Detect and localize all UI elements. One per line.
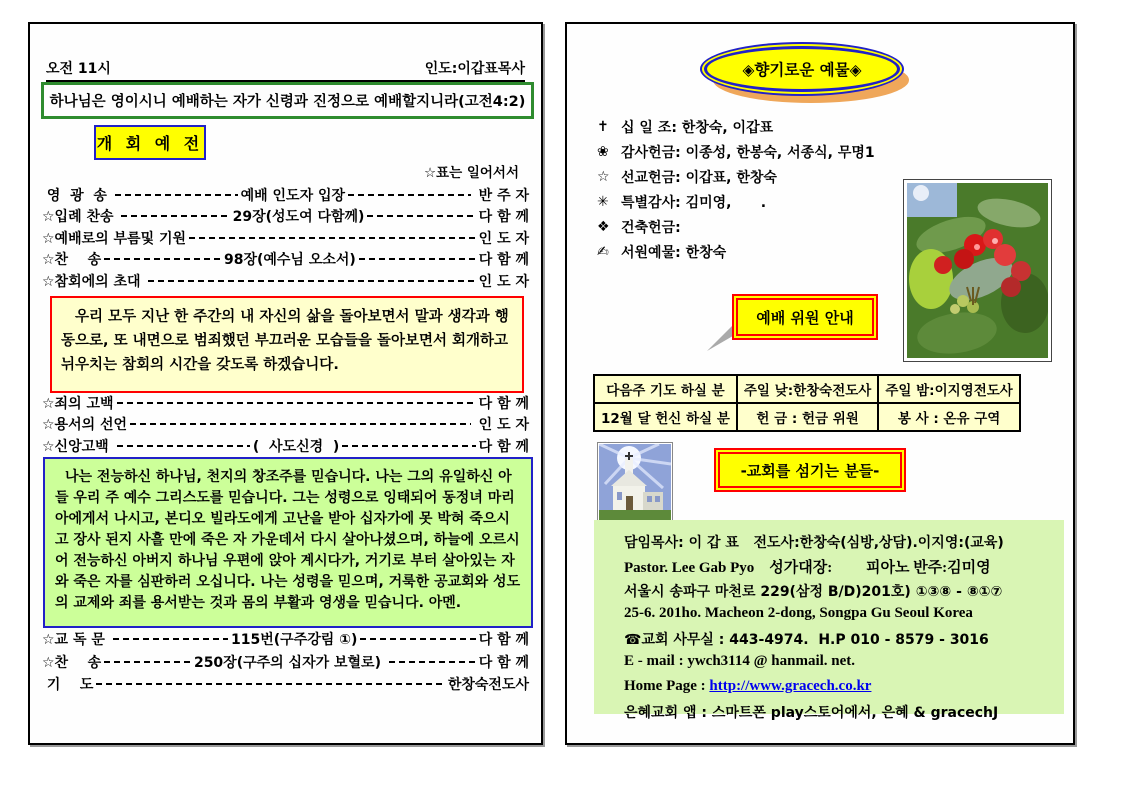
info-line xyxy=(624,581,1064,605)
order-item-assignee: 인 도 자 xyxy=(473,417,529,434)
dash-leader xyxy=(113,638,228,640)
stand-note: ☆표는 일어서서 xyxy=(423,165,519,181)
cross-icon: ✝ xyxy=(597,118,609,135)
info-line xyxy=(624,653,1064,677)
church-servants-title: -교회를 섬기는 분들- xyxy=(718,452,902,488)
order-item-label: ☆참회에의 초대 xyxy=(42,273,146,290)
order-line xyxy=(42,249,529,271)
order-item-detail: ( 사도신경 ) xyxy=(252,438,340,455)
info-line xyxy=(624,702,1064,726)
dash-leader xyxy=(104,258,221,260)
order-of-worship-1 xyxy=(42,184,529,292)
opening-liturgy-title: 개 회 예 전 xyxy=(94,125,206,160)
dash-leader xyxy=(117,402,476,404)
offering-item xyxy=(597,139,947,164)
dash-leader xyxy=(189,237,476,239)
offerings-list xyxy=(597,114,947,264)
order-item-label: ☆예배로의 부름및 기원 xyxy=(42,230,187,247)
duty-table-cell: 다음주 기도 하실 분 xyxy=(594,375,737,403)
order-item-assignee: 인 도 자 xyxy=(478,273,529,290)
info-line xyxy=(624,629,1064,653)
dash-leader xyxy=(117,445,250,447)
offering-item xyxy=(597,114,947,139)
duty-table xyxy=(593,374,1021,432)
scripture-verse-box: 하나님은 영이시니 예배하는 자가 신령과 진정으로 예배할지니라(고전4:2) xyxy=(41,82,534,119)
info-line xyxy=(624,678,1064,702)
order-item-assignee: 반 주 자 xyxy=(473,187,530,204)
order-item-label: ☆죄의 고백 xyxy=(42,395,114,412)
duty-table-row xyxy=(594,403,1020,431)
flower-icon: ❀ xyxy=(597,143,609,160)
offering-label: 감사헌금: 이종성, 한봉숙, 서종식, 무명1 xyxy=(621,144,875,161)
order-item-detail: 250장(구주의 십자가 보혈로) xyxy=(193,654,386,671)
order-item-label: 기 도 xyxy=(42,677,94,694)
star-icon: ☆ xyxy=(597,168,610,185)
order-item-label: ☆신앙고백 xyxy=(42,438,114,455)
order-line xyxy=(42,270,529,292)
dash-leader xyxy=(348,194,471,196)
order-item-assignee: 한창숙전도사 xyxy=(447,677,529,694)
offering-label: 건축헌금: xyxy=(621,219,681,236)
order-item-label: ☆용서의 선언 xyxy=(42,417,128,434)
order-item-assignee: 인 도 자 xyxy=(478,230,529,247)
asterisk-icon: ✳ xyxy=(597,193,609,210)
writing-hand-icon: ✍ xyxy=(597,243,609,260)
duty-table-row xyxy=(594,375,1020,403)
worship-committee-title: 예배 위원 안내 xyxy=(736,298,874,336)
info-text: 은혜교회 앱 : 스마트폰 play스토어에서, 은혜 & gracechJ xyxy=(624,705,999,722)
confession-notice-box: 우리 모두 지난 한 주간의 내 자신의 삶을 돌아보면서 말과 생각과 행동으로, 또 내면으로 범죄했던 부끄러운 모습들을 돌아보면서 회개하고 뉘우치는 참회의 시간을 갖도록 하겠습니다. xyxy=(50,296,524,393)
order-item-label: ☆교 독 문 xyxy=(42,632,110,649)
order-item-assignee: 다 함 께 xyxy=(478,438,529,455)
info-text: Pastor. Lee Gab Pyo 성가대장: 피아노 반주:김미영 xyxy=(624,560,991,577)
order-of-worship-2 xyxy=(42,392,529,457)
order-line xyxy=(42,227,529,249)
info-text: Home Page : xyxy=(624,677,710,694)
order-item-detail: 예배 인도자 입장 xyxy=(240,187,346,204)
offering-item xyxy=(597,164,947,189)
order-item-detail: 115번(구주강림 ①) xyxy=(231,632,358,649)
offering-item xyxy=(597,189,947,214)
offering-title-badge xyxy=(704,46,906,98)
order-line xyxy=(42,651,529,674)
offering-label: 십 일 조: 한창숙, 이갑표 xyxy=(621,119,774,136)
dash-leader xyxy=(148,280,475,282)
order-line xyxy=(42,435,529,457)
order-line xyxy=(42,628,529,651)
order-item-label: ☆찬 송 xyxy=(42,252,102,269)
church-icon xyxy=(597,442,673,522)
offering-item xyxy=(597,214,947,239)
dash-leader xyxy=(130,423,471,425)
dash-leader xyxy=(121,215,229,217)
order-item-label: ☆찬 송 xyxy=(42,654,102,671)
bulletin-page-right xyxy=(565,22,1075,745)
order-item-assignee: 다 함 께 xyxy=(478,252,530,269)
order-item-label: ☆입례 찬송 xyxy=(42,209,119,226)
order-item-detail: 98장(예수님 오소서) xyxy=(223,252,356,269)
offering-label: 서원예물: 한창숙 xyxy=(621,244,727,261)
dash-leader xyxy=(367,215,475,217)
dash-leader xyxy=(389,661,476,663)
offering-label: 선교헌금: 이갑표, 한창숙 xyxy=(621,169,777,186)
dash-leader xyxy=(360,638,475,640)
duty-table-cell: 주일 밤:이지영전도사 xyxy=(878,375,1019,403)
order-line xyxy=(42,206,529,228)
info-text: ☎교회 사무실 : 443-4974. H.P 010 - 8579 - 3016 xyxy=(624,632,989,649)
dash-leader xyxy=(96,683,444,685)
service-time: 오전 11시 xyxy=(46,61,111,77)
homepage-link[interactable]: http://www.gracech.co.kr xyxy=(709,677,872,694)
berries-photo xyxy=(903,179,1052,362)
service-header xyxy=(46,58,525,82)
church-info-block xyxy=(594,520,1064,722)
order-line xyxy=(42,392,529,414)
order-item-assignee: 다 함 께 xyxy=(478,209,529,226)
order-of-worship-3 xyxy=(42,628,529,696)
duty-table-cell: 봉 사 : 온유 구역 xyxy=(878,403,1019,431)
order-item-assignee: 다 함 께 xyxy=(478,632,530,649)
diamond-icon: ❖ xyxy=(597,218,610,235)
order-item-label: 영 광 송 xyxy=(42,187,112,204)
church-icon-image xyxy=(599,444,671,520)
order-item-assignee: 다 함 께 xyxy=(478,395,529,412)
duty-table-cell: 헌 금 : 헌금 위원 xyxy=(737,403,878,431)
service-leader: 인도:이갑표목사 xyxy=(424,61,525,77)
dash-leader xyxy=(115,194,238,196)
order-item-detail: 29장(성도여 다함께) xyxy=(232,209,365,226)
order-item-assignee: 다 함 께 xyxy=(478,654,530,671)
duty-table-cell: 주일 낮:한창숙전도사 xyxy=(737,375,878,403)
info-text: E - mail : ywch3114 @ hanmail. net. xyxy=(624,653,856,670)
offering-item xyxy=(597,239,947,264)
offering-title: ◈향기로운 예물◈ xyxy=(704,46,900,92)
info-line xyxy=(624,556,1064,580)
order-line xyxy=(42,184,529,206)
dash-leader xyxy=(359,258,476,260)
info-text: 담임목사: 이 갑 표 전도사:한창숙(심방,상담).이지영:(교육) xyxy=(624,535,1004,551)
info-line xyxy=(624,605,1064,629)
dash-leader xyxy=(342,445,475,447)
offering-label: 특별감사: 김미영, . xyxy=(621,194,767,211)
info-line xyxy=(624,532,1064,556)
order-line xyxy=(42,673,529,696)
info-text: 서울시 송파구 마천로 229(삼정 B/D)201호) ①③⑧ - ⑧①⑦ xyxy=(624,583,1003,600)
order-line xyxy=(42,414,529,436)
bulletin-page-left xyxy=(28,22,543,745)
dash-leader xyxy=(104,661,191,663)
berries-photo-image xyxy=(907,183,1048,358)
info-text: 25-6. 201ho. Macheon 2-dong, Songpa Gu Seoul Korea xyxy=(624,604,973,621)
apostles-creed-box: 나는 전능하신 하나님, 천지의 창조주를 믿습니다. 나는 그의 유일하신 아들 우리 주 예수 그리스도를 믿습니다. 그는 성령으로 잉태되어 동정녀 마리아에게서 나시고, 본디오 빌라도에게 고난을 받아 십자가에 못 박혀 죽으시고 장사 된지 사흘 만에 죽은 자 가운데서 다시 살아나셨으며, 하늘에 오르시어 전능하신 아버지 하나님 우편에 앉아 계시다가, 거기로 부터 살아있는 자와 죽은 자를 심판하러 오십니다. 나는 성령을 믿으며, 거룩한 공교회와 성도의 교제와 죄를 용서받는 것과 몸의 부활과 영생을 믿습니다. 아멘. xyxy=(43,457,533,628)
duty-table-cell: 12월 달 헌신 하실 분 xyxy=(594,403,737,431)
